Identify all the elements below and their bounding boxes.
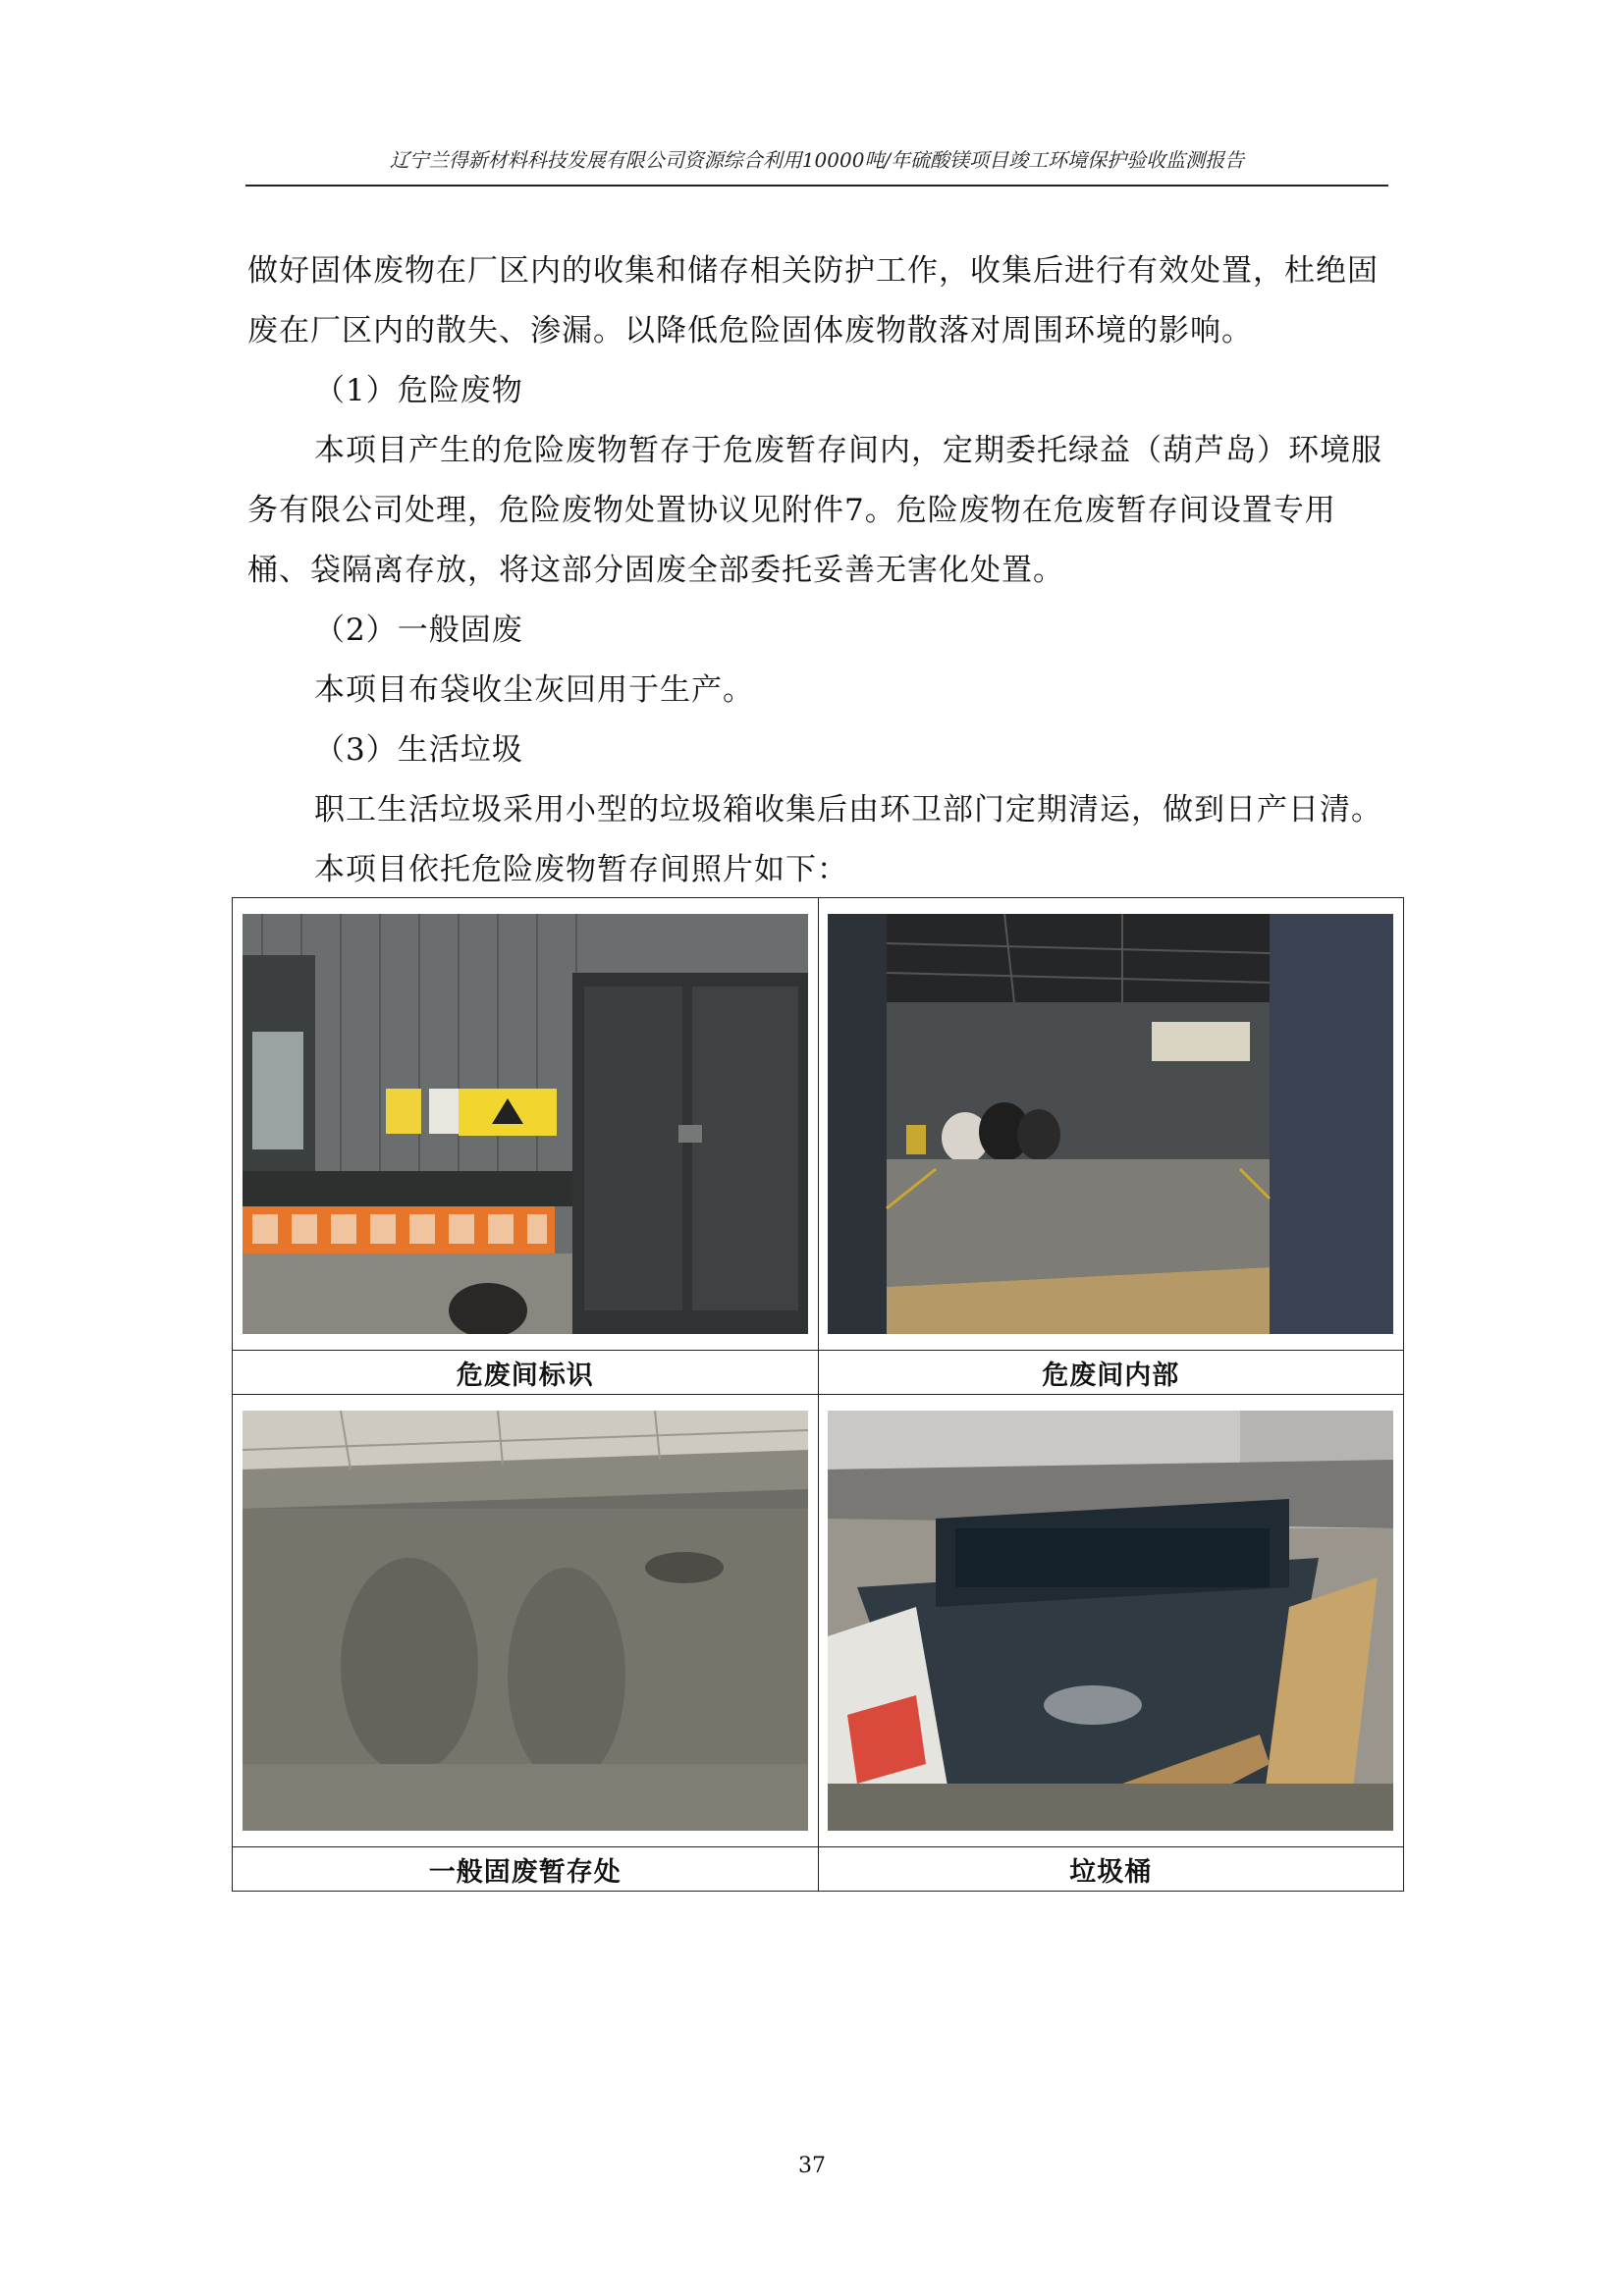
photo-general-solid-waste-storage	[243, 1411, 808, 1831]
report-title: 辽宁兰得新材料科技发展有限公司资源综合利用10000吨/年硫酸镁项目竣工环境保护验收监测报告	[389, 148, 1245, 172]
photo-hazardous-room-sign	[243, 914, 808, 1334]
body-text	[247, 241, 1386, 900]
caption-hazardous-room-sign: 危废间标识	[233, 1351, 819, 1395]
heading-domestic-garbage: （3）生活垃圾	[314, 732, 523, 768]
photo-table	[232, 897, 1404, 1892]
heading-hazardous-waste: （1）危险废物	[314, 373, 523, 408]
paragraph-hazardous-waste: 本项目产生的危险废物暂存于危废暂存间内，定期委托绿益（葫芦岛）环境服务有限公司处理，危险废物处置协议见附件7。危险废物在危废暂存间设置专用桶、袋隔离存放，将这部分固废全部委托妥善无害化处置。	[247, 433, 1382, 588]
paragraph-domestic-garbage: 职工生活垃圾采用小型的垃圾箱收集后由环卫部门定期清运，做到日产日清。	[314, 792, 1382, 828]
photo-trash-bin	[828, 1411, 1393, 1831]
photo-cell-interior	[818, 898, 1404, 1351]
page-number: 37	[798, 2154, 826, 2178]
paragraph-photos-intro: 本项目依托危险废物暂存间照片如下：	[314, 852, 848, 887]
caption-hazardous-room-interior: 危废间内部	[818, 1351, 1404, 1395]
photo-hazardous-room-interior	[828, 914, 1393, 1334]
photo-cell-trash-bin	[818, 1395, 1404, 1847]
photo-cell-general-storage	[233, 1395, 819, 1847]
caption-trash-bin: 垃圾桶	[818, 1847, 1404, 1892]
photo-cell-sign	[233, 898, 819, 1351]
paragraph-intro: 做好固体废物在厂区内的收集和储存相关防护工作，收集后进行有效处置，杜绝固废在厂区内的散失、渗漏。以降低危险固体废物散落对周围环境的影响。	[247, 253, 1379, 348]
page-header	[245, 145, 1388, 187]
paragraph-general-solid-waste: 本项目布袋收尘灰回用于生产。	[314, 672, 754, 708]
caption-general-solid-waste-storage: 一般固废暂存处	[233, 1847, 819, 1892]
heading-general-solid-waste: （2）一般固废	[314, 613, 523, 648]
